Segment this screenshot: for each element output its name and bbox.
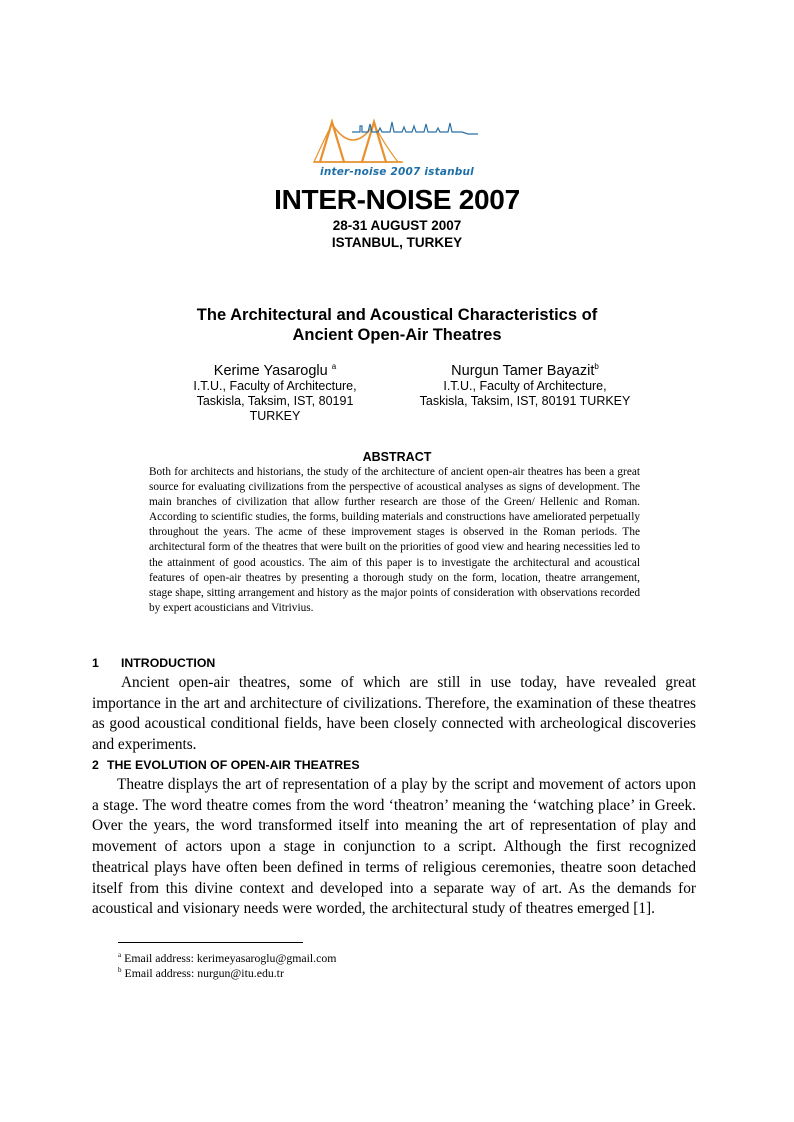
section-number: 1: [92, 656, 99, 670]
section-heading: [92, 656, 215, 670]
author-name-text: Nurgun Tamer Bayazit: [451, 363, 595, 379]
paper-title-line: The Architectural and Acoustical Characteristics of: [196, 306, 598, 324]
paper-title: [150, 305, 644, 345]
affiliation-line: Taskisla, Taksim, IST, 80191: [196, 394, 354, 408]
footnote-divider: [118, 942, 303, 943]
footnote: [118, 966, 284, 981]
author-name: [150, 363, 400, 379]
footnote: [118, 951, 336, 966]
affiliation-line: Taskisla, Taksim, IST, 80191 TURKEY: [419, 394, 631, 408]
bridge-icon: [314, 122, 402, 162]
author-name-text: Kerime Yasaroglu: [213, 363, 328, 379]
footnote-marker: a: [118, 951, 122, 960]
footnote-marker: b: [118, 966, 122, 975]
affiliation-line: I.T.U., Faculty of Architecture,: [193, 379, 357, 393]
section-heading: [92, 758, 360, 772]
footnote-text: Email address: nurgun@itu.edu.tr: [124, 966, 284, 980]
author-name: [385, 363, 665, 379]
section-number: 2: [92, 758, 99, 772]
author-marker: a: [331, 362, 337, 372]
conference-dates: 28-31 AUGUST 2007: [332, 218, 462, 233]
author-affiliation: [385, 379, 665, 409]
abstract-body: Both for architects and historians, the study of the architecture of ancient open-air theatres has been a great source for evaluating civilizations from the perspective of acoustical analyses as signs of development. The main branches of civilization that allow further research are those of the Green/ Hellenic and Roman. According to scientific studies, the forms, building materials and constructions have ameliorated perpetually throughout the years. The acme of these improvement stages is observed in the Roman periods. The architectural form of the theatres that were built on the priorities of good view and hearing necessities led to the attainment of good acoustics. The aim of this paper is to investigate the architectural and acoustical features of open-air theatres by presenting a thorough study on the form, location, theatre arrangement, stage shape, sitting arrangement and history as the major points of consideration with observations recorded by expert acousticians and Vitrivius.: [149, 466, 640, 614]
conference-logo-text: inter-noise 2007 istanbul: [320, 166, 474, 178]
footnote-text: Email address: kerimeyasaroglu@gmail.com: [124, 951, 337, 965]
section-body: Theatre displays the art of representation of a play by the script and movement of actors upon a stage. The word theatre comes from the word ‘theatron’ meaning the ‘watching place’ in Greek. Over the years, the word transformed itself into meaning the art of representation of play and movement of actors upon a stage in conjunction to a script. Although the first recognized theatrical plays have often been defined in terms of religious ceremonies, theatre soon detached itself from this divine context and developed into a separate way of art. As the demands for acoustical and visionary needs were worded, the architectural study of theatres emerged [1].: [92, 776, 696, 918]
conference-location: ISTANBUL, TURKEY: [331, 235, 463, 250]
affiliation-line: I.T.U., Faculty of Architecture,: [443, 379, 607, 393]
affiliation-line: TURKEY: [249, 409, 301, 423]
author-marker: b: [594, 362, 599, 372]
conference-title: INTER-NOISE 2007: [274, 184, 520, 215]
section-title: INTRODUCTION: [121, 656, 216, 670]
abstract-heading: ABSTRACT: [362, 450, 432, 464]
section-title: THE EVOLUTION OF OPEN-AIR THEATRES: [107, 758, 360, 772]
section-body: Ancient open-air theatres, some of which are still in use today, have revealed great importance in the art and architecture of civilizations. Therefore, the examination of these theatres as good acoustical conditional fields, have been closely connected with archeological discoveries and experiments.: [92, 674, 696, 754]
paper-title-line: Ancient Open-Air Theatres: [292, 326, 502, 344]
author-affiliation: [150, 379, 400, 424]
